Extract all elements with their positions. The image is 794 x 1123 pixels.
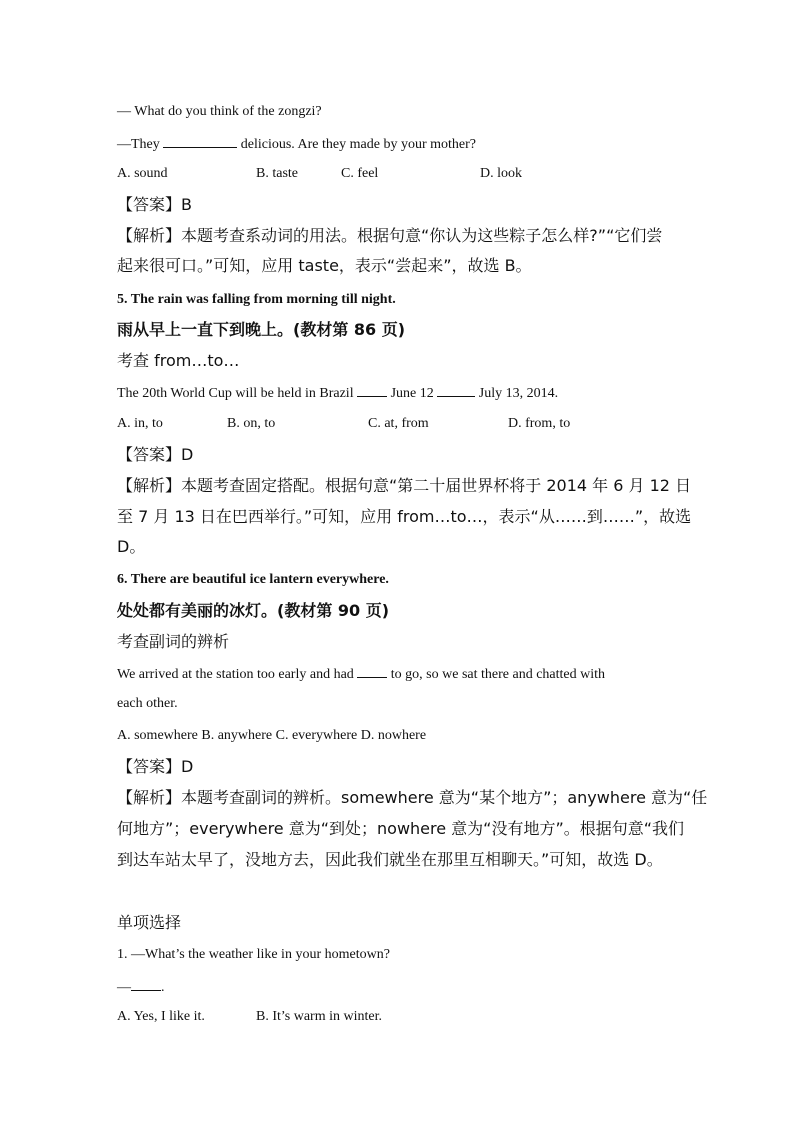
section-title: 单项选择	[117, 913, 182, 932]
item5-title-cn: 雨从早上一直下到晚上。(教材第 86 页)	[117, 320, 406, 339]
section-q1-stem: 1. —What’s the weather like in your hometown?	[117, 947, 390, 962]
item5-explanation-3: D。	[117, 537, 146, 556]
q4-line2-end: delicious. Are they made by your mother?	[237, 137, 476, 152]
item6-title-cn: 处处都有美丽的冰灯。(教材第 90 页)	[117, 601, 390, 620]
item5-stem	[117, 382, 558, 404]
item5-stem-end: July 13, 2014.	[475, 386, 559, 401]
q4-dialogue-line-2	[117, 133, 476, 155]
item6-stem-2: each other.	[117, 696, 178, 711]
item5-options	[117, 414, 677, 434]
answer-blank	[163, 133, 237, 148]
item5-title-en: 5. The rain was falling from morning till night.	[117, 292, 396, 307]
answer-blank	[357, 382, 387, 397]
item6-explanation-3: 到达车站太早了，没地方去，因此我们就坐在那里互相聊天。”可知，故选 D。	[117, 850, 663, 869]
section-q1-option-a: A. Yes, I like it.	[117, 1009, 205, 1024]
q4-option-b: B. taste	[256, 166, 298, 181]
reply-end: .	[161, 980, 165, 995]
item5-topic: 考查 from…to…	[117, 351, 240, 370]
reply-dash: —	[117, 980, 131, 995]
section-q1-option-b: B. It’s warm in winter.	[256, 1009, 382, 1024]
item6-options: A. somewhere B. anywhere C. everywhere D. nowhere	[117, 728, 427, 743]
item6-stem-start: We arrived at the station too early and had	[117, 667, 358, 682]
section-q1-reply	[117, 976, 165, 998]
q4-answer: 【答案】B	[117, 195, 192, 214]
item5-stem-mid: June 12	[387, 386, 438, 401]
q4-option-a: A. sound	[117, 166, 168, 181]
item5-stem-start: The 20th World Cup will be held in Brazil	[117, 386, 358, 401]
item5-explanation-2: 至 7 月 13 日在巴西举行。”可知，应用 from…to…，表示“从……到……”，故选	[117, 507, 692, 526]
q4-options	[117, 164, 677, 184]
q4-explanation-1: 【解析】本题考查系动词的用法。根据句意“你认为这些粽子怎么样?”“它们尝	[117, 226, 663, 245]
item6-answer: 【答案】D	[117, 757, 194, 776]
answer-blank	[437, 382, 475, 397]
item6-explanation-2: 何地方”；everywhere 意为“到处；nowhere 意为“没有地方”。根据句意“我们	[117, 819, 685, 838]
section-q1-options	[117, 1007, 517, 1027]
answer-blank	[357, 663, 387, 678]
item6-title-en: 6. There are beautiful ice lantern everywhere.	[117, 572, 389, 587]
item5-option-a: A. in, to	[117, 416, 163, 431]
answer-blank	[131, 976, 161, 991]
item6-stem-1	[117, 663, 605, 685]
q4-dialogue-line-1: — What do you think of the zongzi?	[117, 104, 322, 119]
item6-stem-end: to go, so we sat there and chatted with	[387, 667, 606, 682]
item5-option-b: B. on, to	[227, 416, 276, 431]
q4-line2-start: —They	[117, 137, 164, 152]
item5-explanation-1: 【解析】本题考查固定搭配。根据句意“第二十届世界杯将于 2014 年 6 月 12 日	[117, 476, 692, 495]
item6-explanation-1: 【解析】本题考查副词的辨析。somewhere 意为“某个地方”；anywhere 意为“任	[117, 788, 708, 807]
item6-topic: 考查副词的辨析	[117, 632, 230, 651]
q4-option-d: D. look	[480, 166, 522, 181]
q4-option-c: C. feel	[341, 166, 379, 181]
q4-explanation-2: 起来很可口。”可知，应用 taste，表示“尝起来”，故选 B。	[117, 256, 532, 275]
item5-option-d: D. from, to	[508, 416, 571, 431]
item5-option-c: C. at, from	[368, 416, 429, 431]
item5-answer: 【答案】D	[117, 445, 194, 464]
